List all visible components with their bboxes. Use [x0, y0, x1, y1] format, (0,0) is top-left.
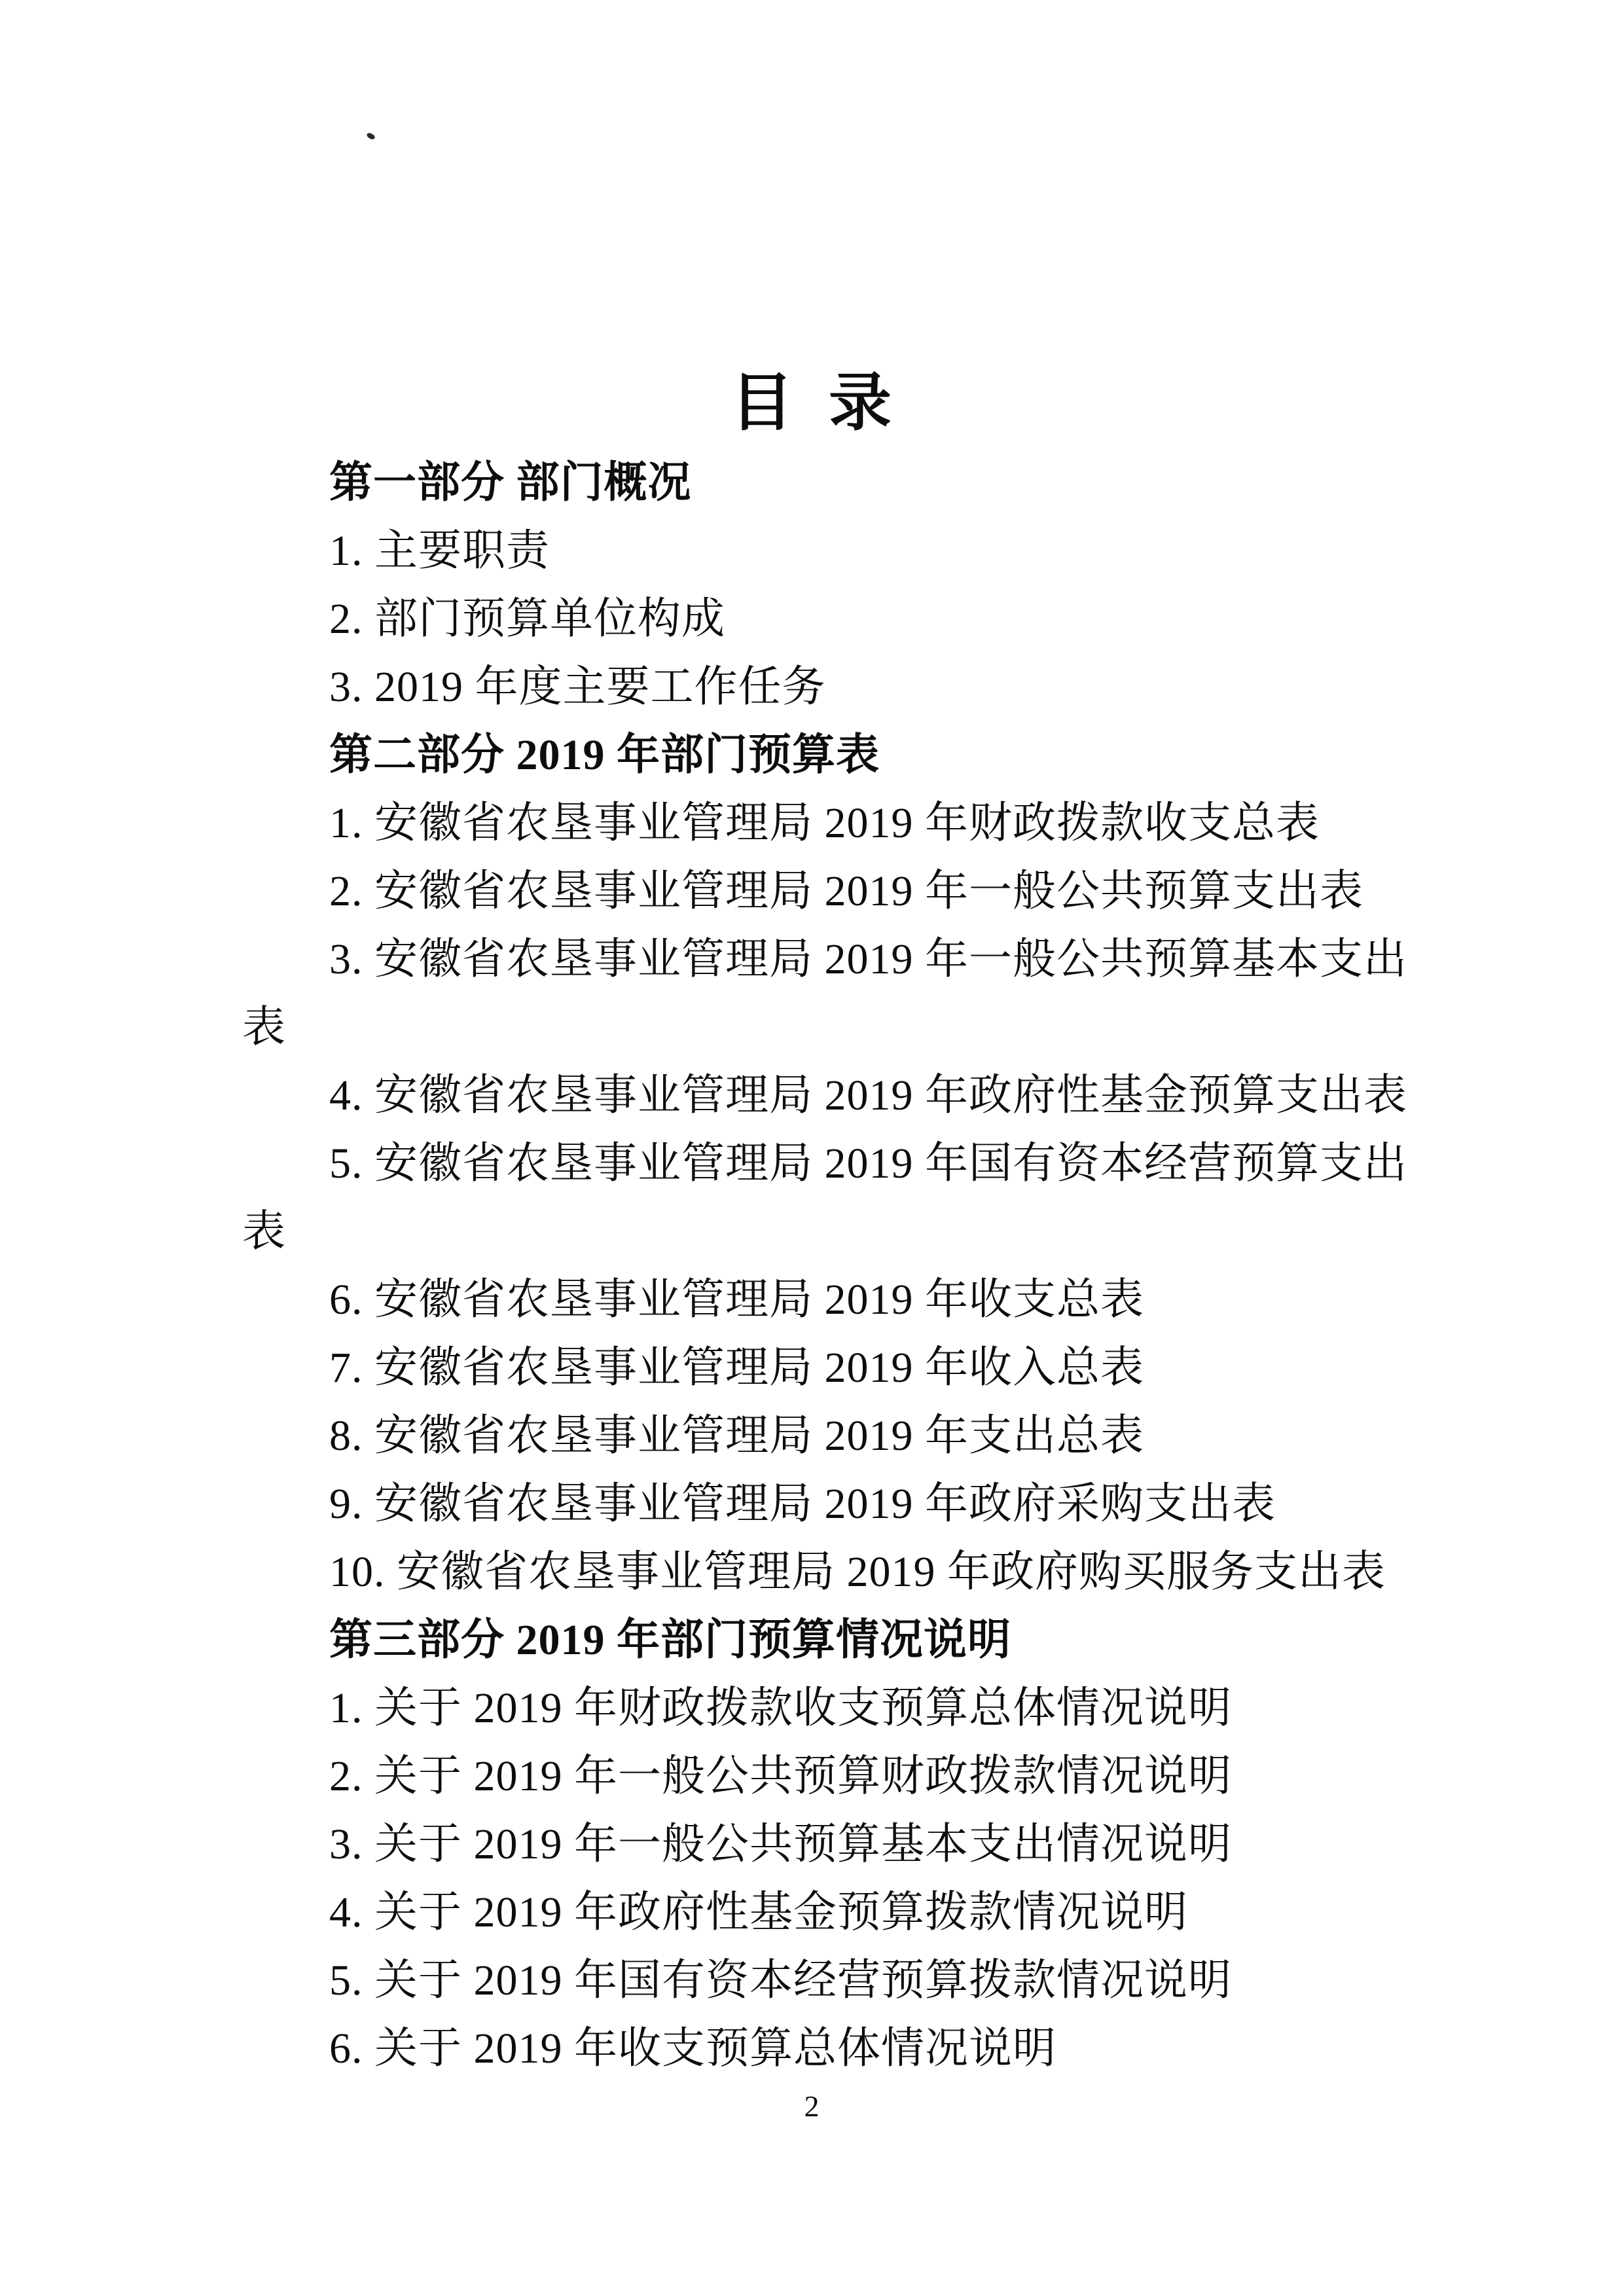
part3-heading: 第三部分 2019 年部门预算情况说明 [329, 1616, 1011, 1664]
part2-item-5: 5. 安徽省农垦事业管理局 2019 年国有资本经营预算支出 [329, 1140, 1407, 1187]
part2-item-9: 9. 安徽省农垦事业管理局 2019 年政府采购支出表 [329, 1480, 1276, 1528]
part2-item-1: 1. 安徽省农垦事业管理局 2019 年财政拨款收支总表 [329, 799, 1320, 847]
part1-item-1: 1. 主要职责 [329, 527, 550, 575]
part2-item-3-continuation: 表 [242, 1003, 286, 1051]
part2-heading: 第二部分 2019 年部门预算表 [329, 731, 880, 779]
part3-item-4: 4. 关于 2019 年政府性基金预算拨款情况说明 [329, 1888, 1188, 1936]
part2-item-4: 4. 安徽省农垦事业管理局 2019 年政府性基金预算支出表 [329, 1072, 1407, 1119]
part2-item-5-continuation: 表 [242, 1208, 286, 1256]
part1-item-2: 2. 部门预算单位构成 [329, 595, 725, 643]
part2-item-6: 6. 安徽省农垦事业管理局 2019 年收支总表 [329, 1276, 1144, 1324]
part3-item-2: 2. 关于 2019 年一般公共预算财政拨款情况说明 [329, 1752, 1232, 1800]
part3-item-6: 6. 关于 2019 年收支预算总体情况说明 [329, 2025, 1056, 2072]
part1-item-3: 3. 2019 年度主要工作任务 [329, 663, 826, 711]
page-number: 2 [804, 2089, 820, 2123]
part3-item-1: 1. 关于 2019 年财政拨款收支预算总体情况说明 [329, 1684, 1232, 1732]
part2-item-2: 2. 安徽省农垦事业管理局 2019 年一般公共预算支出表 [329, 867, 1363, 915]
part2-item-8: 8. 安徽省农垦事业管理局 2019 年支出总表 [329, 1412, 1144, 1460]
part1-heading: 第一部分 部门概况 [329, 459, 692, 507]
table-of-contents [242, 449, 1407, 2083]
document-title: 目 录 [731, 368, 893, 438]
scan-speck-artifact [366, 132, 376, 141]
part2-item-10: 10. 安徽省农垦事业管理局 2019 年政府购买服务支出表 [329, 1548, 1386, 1596]
part2-item-7: 7. 安徽省农垦事业管理局 2019 年收入总表 [329, 1344, 1144, 1392]
part3-item-5: 5. 关于 2019 年国有资本经营预算拨款情况说明 [329, 1957, 1232, 2004]
part3-item-3: 3. 关于 2019 年一般公共预算基本支出情况说明 [329, 1820, 1232, 1868]
part2-item-3: 3. 安徽省农垦事业管理局 2019 年一般公共预算基本支出 [329, 935, 1407, 983]
